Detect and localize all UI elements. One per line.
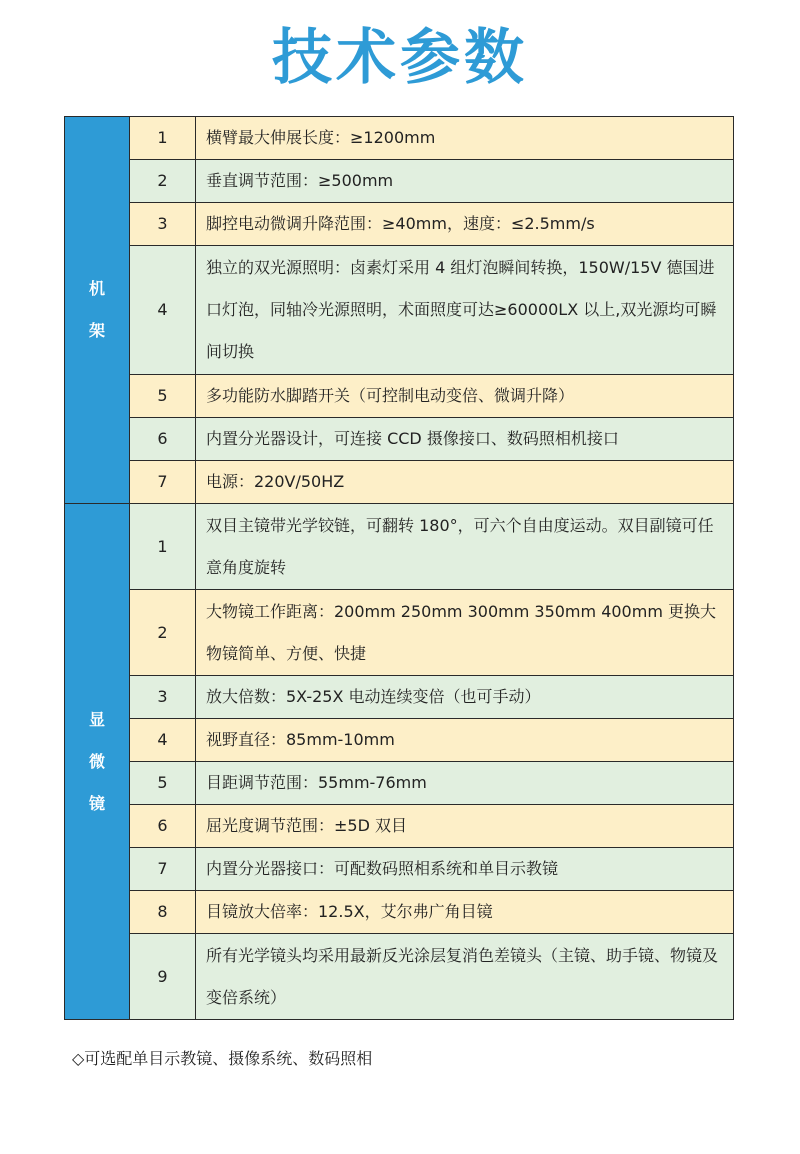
row-text: 放大倍数：5X-25X 电动连续变倍（也可手动） bbox=[196, 676, 734, 719]
table-row bbox=[65, 375, 734, 418]
table-row bbox=[65, 676, 734, 719]
row-text: 内置分光器接口：可配数码照相系统和单目示教镜 bbox=[196, 848, 734, 891]
table-row bbox=[65, 805, 734, 848]
row-number: 1 bbox=[130, 117, 196, 160]
row-number: 4 bbox=[130, 246, 196, 375]
row-number: 3 bbox=[130, 676, 196, 719]
row-text: 独立的双光源照明：卤素灯采用 4 组灯泡瞬间转换，150W/15V 德国进口灯泡，同轴冷光源照明，术面照度可达≥60000LX 以上,双光源均可瞬间切换 bbox=[196, 246, 734, 375]
row-number: 9 bbox=[130, 934, 196, 1020]
row-text: 双目主镜带光学铰链，可翻转 180°，可六个自由度运动。双目副镜可任意角度旋转 bbox=[196, 504, 734, 590]
row-number: 8 bbox=[130, 891, 196, 934]
row-number: 6 bbox=[130, 418, 196, 461]
group-label-frame: 机 架 bbox=[65, 117, 130, 504]
table-row bbox=[65, 719, 734, 762]
table-row bbox=[65, 117, 734, 160]
table-row bbox=[65, 160, 734, 203]
table-row bbox=[65, 418, 734, 461]
row-text: 多功能防水脚踏开关（可控制电动变倍、微调升降） bbox=[196, 375, 734, 418]
spec-table bbox=[64, 116, 734, 1020]
row-number: 7 bbox=[130, 461, 196, 504]
table-row bbox=[65, 461, 734, 504]
row-text: 目镜放大倍率：12.5X，艾尔弗广角目镜 bbox=[196, 891, 734, 934]
row-number: 2 bbox=[130, 160, 196, 203]
table-row bbox=[65, 762, 734, 805]
row-text: 目距调节范围：55mm-76mm bbox=[196, 762, 734, 805]
row-text: 横臂最大伸展长度：≥1200mm bbox=[196, 117, 734, 160]
row-number: 2 bbox=[130, 590, 196, 676]
row-text: 屈光度调节范围：±5D 双目 bbox=[196, 805, 734, 848]
row-number: 5 bbox=[130, 762, 196, 805]
row-number: 3 bbox=[130, 203, 196, 246]
table-row bbox=[65, 246, 734, 375]
row-text: 电源：220V/50HZ bbox=[196, 461, 734, 504]
row-text: 内置分光器设计，可连接 CCD 摄像接口、数码照相机接口 bbox=[196, 418, 734, 461]
row-number: 1 bbox=[130, 504, 196, 590]
row-text: 大物镜工作距离：200mm 250mm 300mm 350mm 400mm 更换大物镜简单、方便、快捷 bbox=[196, 590, 734, 676]
table-row bbox=[65, 203, 734, 246]
row-number: 5 bbox=[130, 375, 196, 418]
row-text: 脚控电动微调升降范围：≥40mm，速度：≤2.5mm/s bbox=[196, 203, 734, 246]
optional-note: ◇可选配单目示教镜、摄像系统、数码照相 bbox=[72, 1049, 373, 1068]
table-row bbox=[65, 891, 734, 934]
row-text: 视野直径：85mm-10mm bbox=[196, 719, 734, 762]
table-row bbox=[65, 848, 734, 891]
group-label-microscope: 显 微 镜 bbox=[65, 504, 130, 1020]
row-number: 4 bbox=[130, 719, 196, 762]
table-row bbox=[65, 504, 734, 590]
row-number: 6 bbox=[130, 805, 196, 848]
page-title: 技术参数 bbox=[272, 23, 528, 93]
row-number: 7 bbox=[130, 848, 196, 891]
table-row bbox=[65, 590, 734, 676]
table-row bbox=[65, 934, 734, 1020]
row-text: 所有光学镜头均采用最新反光涂层复消色差镜头（主镜、助手镜、物镜及变倍系统） bbox=[196, 934, 734, 1020]
row-text: 垂直调节范围：≥500mm bbox=[196, 160, 734, 203]
